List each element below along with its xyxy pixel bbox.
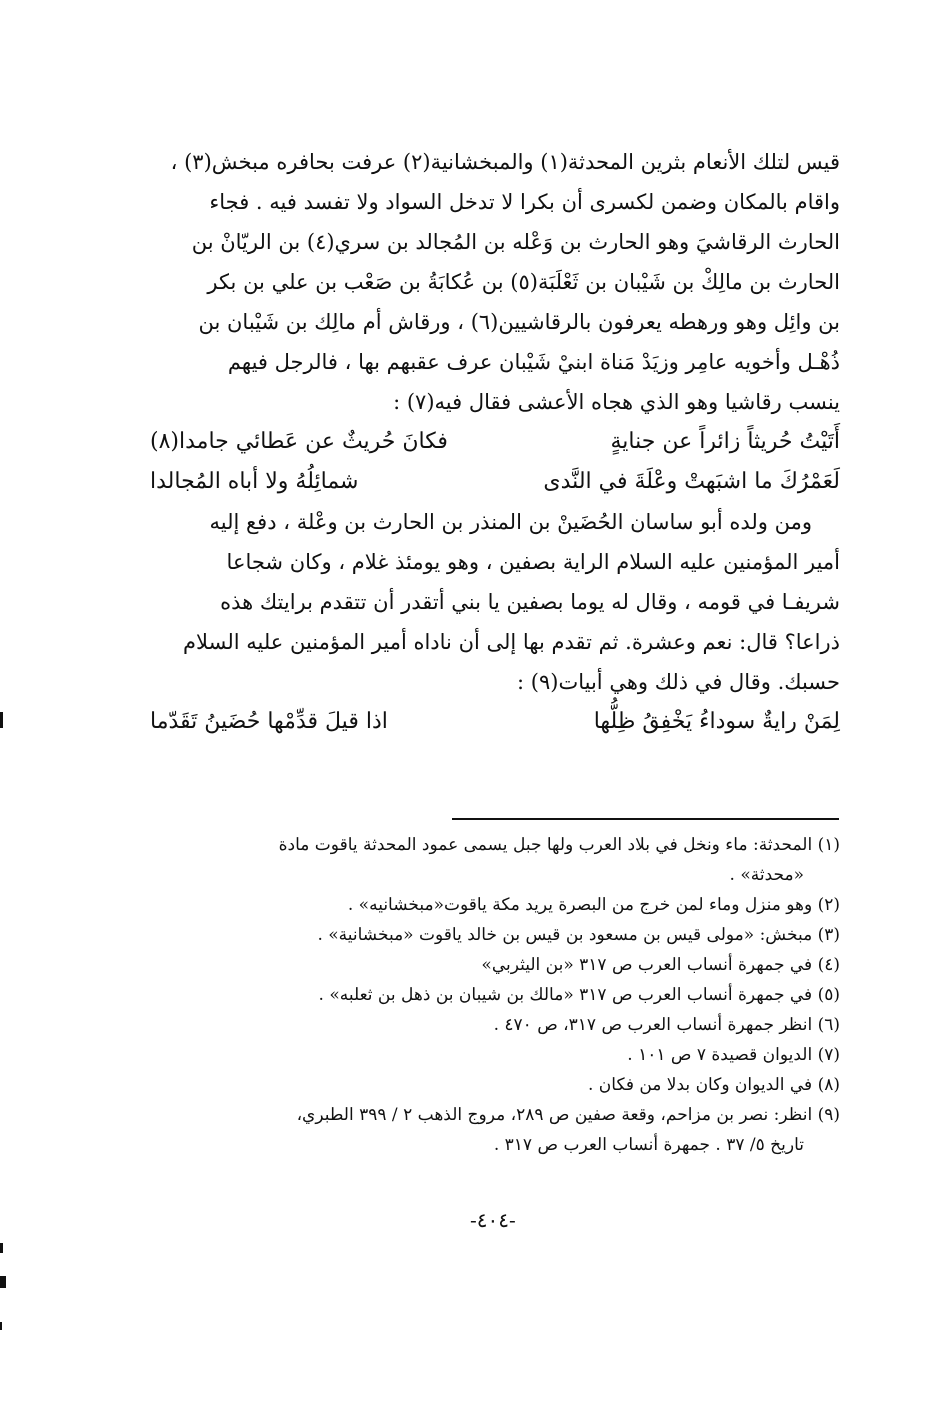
- text-line: بن وائِل وهو ورهطه يعرفون بالرقاشيين(٦) ، ورقاش أم مالِك بن شَيْبان بن: [198, 310, 840, 334]
- main-text: [150, 142, 840, 742]
- poetry-verse: [150, 422, 840, 462]
- text-line: أمير المؤمنين عليه السلام الراية بصفين ، وهو يومئذ غلام ، وكان شجاعا: [226, 550, 840, 574]
- footnote-continuation: تاريخ ٥/ ٣٧ . جمهرة أنساب العرب ص ٣١٧ .: [493, 1135, 804, 1155]
- verse-first-hemistich: لَعَمْرُكَ ما اشبَهتْ وعْلَةَ في النَّدى: [543, 469, 840, 494]
- page-number: -٤٠٤-: [470, 1208, 516, 1232]
- footnote: (٣) مبخش: «مولى قيس بن مسعود بن قيس بن خالد ياقوت «مبخشانية» .: [317, 925, 840, 945]
- footnote: (٤) في جمهرة أنساب العرب ص ٣١٧ «بن اليثربي»: [481, 955, 840, 975]
- footnote: (٧) الديوان قصيدة ٧ ص ١٠١ .: [627, 1045, 840, 1065]
- verse-first-hemistich: لِمَنْ رايةٌ سوداءُ يَخْفِقُ ظِلُّها: [593, 709, 840, 734]
- footnote-continuation: «محدثة» .: [729, 865, 804, 885]
- text-line: ذُهْـل وأخويه عامِر وزيَدْ مَناة ابنيْ شَيْبان عرف عقبهم بها ، فالرجل فيهم: [227, 350, 840, 374]
- poetry-verse: [150, 702, 840, 742]
- footnote: (٨) في الديوان وكان بدلا من فكان .: [587, 1075, 840, 1095]
- footnotes: [160, 830, 840, 1160]
- text-line: حسبك. وقال في ذلك وهي أبيات(٩) :: [517, 670, 840, 694]
- scan-mark: [0, 1322, 2, 1330]
- footnote: (٢) وهو منزل وماء لمن خرج من البصرة يريد مكة ياقوت«مبخشانيه» .: [347, 895, 840, 915]
- verse-second-hemistich: اذا قيلَ قدِّمْها حُضَينُ تَقَدّما: [150, 709, 388, 734]
- footnote: (١) المحدثة: ماء ونخل في بلاد العرب ولها جبل يسمى عمود المحدثة ياقوت مادة: [278, 835, 840, 855]
- scan-mark: [0, 1243, 3, 1253]
- text-line: واقام بالمكان وضمن لكسرى أن بكرا لا تدخل السواد ولا تفسد فيه . فجاء: [209, 190, 840, 214]
- verse-second-hemistich: فكانَ حُريثٌ عن عَطائي جامدا(٨): [150, 429, 448, 454]
- scan-mark: [0, 712, 3, 728]
- footnote: (٥) في جمهرة أنساب العرب ص ٣١٧ «مالك بن شيبان بن ذهل بن ثعلبه» .: [318, 985, 840, 1005]
- text-line: شريفـا في قومه ، وقال له يوما بصفين يا بني أتقدر أن تتقدم برايتك هذه: [220, 590, 840, 614]
- poetry-verse: [150, 462, 840, 502]
- verse-second-hemistich: شمائِلُهُ ولا أباه المُجالدا: [150, 469, 359, 494]
- text-line: ينسب رقاشيا وهو الذي هجاه الأعشى فقال فيه(٧) :: [393, 390, 840, 414]
- text-line: الحارث الرقاشيَ وهو الحارث بن وَعْله بن المُجالد بن سري(٤) بن الريّانْ بن: [191, 230, 840, 254]
- footnote: (٦) انظر جمهرة أنساب العرب ص ٣١٧، ص ٤٧٠ .: [493, 1015, 840, 1035]
- text-line: قيس لتلك الأنعام بثرين المحدثة(١) والمبخشانية(٢) عرفت بحافره مبخش(٣) ،: [170, 150, 840, 174]
- text-line: الحارث بن مالِكْ بن شَيْبان بن ثَعْلَبَة(٥) بن عُكابَةُ بن صَعْب بن علي بن بكر: [207, 270, 840, 294]
- scan-mark: [0, 1276, 6, 1288]
- verse-first-hemistich: أَتَيْتُ حُريثاً زائراً عن جنايةٍ: [610, 429, 840, 454]
- footnote-divider: [452, 818, 839, 820]
- text-line: ومن ولده أبو ساسان الحُضَينْ بن المنذر بن الحارث بن وعْلة ، دفع إليه: [209, 510, 812, 534]
- footnote: (٩) انظر: نصر بن مزاحم، وقعة صفين ص ٢٨٩، مروج الذهب ٢ / ٣٩٩ الطبري،: [296, 1105, 840, 1125]
- text-line: ذراعا؟ قال: نعم وعشرة. ثم تقدم بها إلى أن ناداه أمير المؤمنين عليه السلام: [183, 630, 840, 654]
